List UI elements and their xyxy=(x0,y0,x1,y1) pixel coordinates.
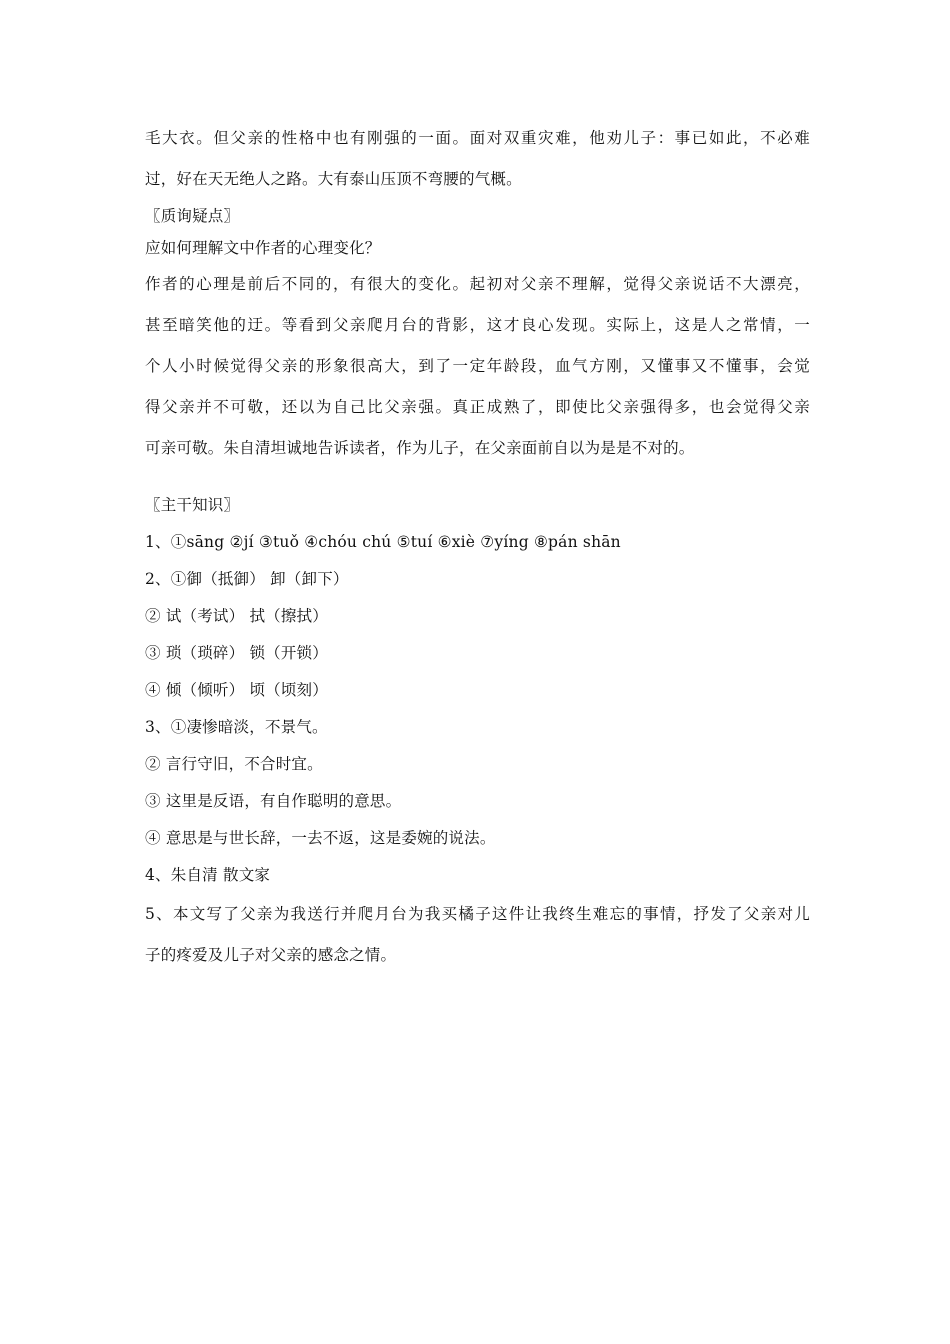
knowledge-item: ③ 琐（琐碎） 锁（开锁） xyxy=(145,644,328,662)
intro-paragraph xyxy=(145,118,810,200)
knowledge-item-5-line-2: 子的疼爱及儿子对父亲的感念之情。 xyxy=(145,946,397,964)
knowledge-item-5-line-1: 5、本文写了父亲为我送行并爬月台为我买橘子这件让我终生难忘的事情，抒发了父亲对儿 xyxy=(145,905,810,923)
intro-line-1: 毛大衣。但父亲的性格中也有刚强的一面。面对双重灾难，他劝儿子：事已如此，不必难 xyxy=(145,129,810,147)
section-gap xyxy=(145,469,810,487)
answer-line-1: 作者的心理是前后不同的，有很大的变化。起初对父亲不理解，觉得父亲说话不大漂亮， xyxy=(145,275,810,293)
answer-line-3: 个人小时候觉得父亲的形象很高大，到了一定年龄段，血气方刚，又懂事又不懂事，会觉 xyxy=(145,357,810,375)
knowledge-item: ② 言行守旧，不合时宜。 xyxy=(145,755,323,773)
intro-line-2: 过，好在天无绝人之路。大有泰山压顶不弯腰的气概。 xyxy=(145,170,522,188)
knowledge-item: ② 试（考试） 拭（擦拭） xyxy=(145,607,328,625)
knowledge-item: 4、朱自清 散文家 xyxy=(145,866,271,884)
answer-paragraph xyxy=(145,264,810,469)
knowledge-item: ③ 这里是反语，有自作聪明的意思。 xyxy=(145,792,402,810)
knowledge-heading: 〖主干知识〗 xyxy=(145,496,240,514)
answer-line-5: 可亲可敬。朱自清坦诚地告诉读者，作为儿子，在父亲面前自以为是是不对的。 xyxy=(145,439,695,457)
knowledge-item: 2、①御（抵御） 卸（卸下） xyxy=(145,570,349,588)
question-heading: 〖质询疑点〗 xyxy=(145,207,240,225)
answer-line-2: 甚至暗笑他的迂。等看到父亲爬月台的背影，这才良心发现。实际上，这是人之常情，一 xyxy=(145,316,810,334)
answer-line-4: 得父亲并不可敬，还以为自己比父亲强。真正成熟了，即使比父亲强得多，也会觉得父亲 xyxy=(145,398,810,416)
document-page xyxy=(145,118,810,976)
knowledge-item: 3、①凄惨暗淡，不景气。 xyxy=(145,718,328,736)
question-text: 应如何理解文中作者的心理变化？ xyxy=(145,239,381,257)
knowledge-item: 1、①sāng ②jí ③tuǒ ④chóu chú ⑤tuí ⑥xiè ⑦yíng ⑧pán shān xyxy=(145,533,621,551)
knowledge-item: ④ 意思是与世长辞，一去不返，这是委婉的说法。 xyxy=(145,829,496,847)
knowledge-item: ④ 倾（倾听） 顷（顷刻） xyxy=(145,681,328,699)
knowledge-item-5 xyxy=(145,894,810,976)
